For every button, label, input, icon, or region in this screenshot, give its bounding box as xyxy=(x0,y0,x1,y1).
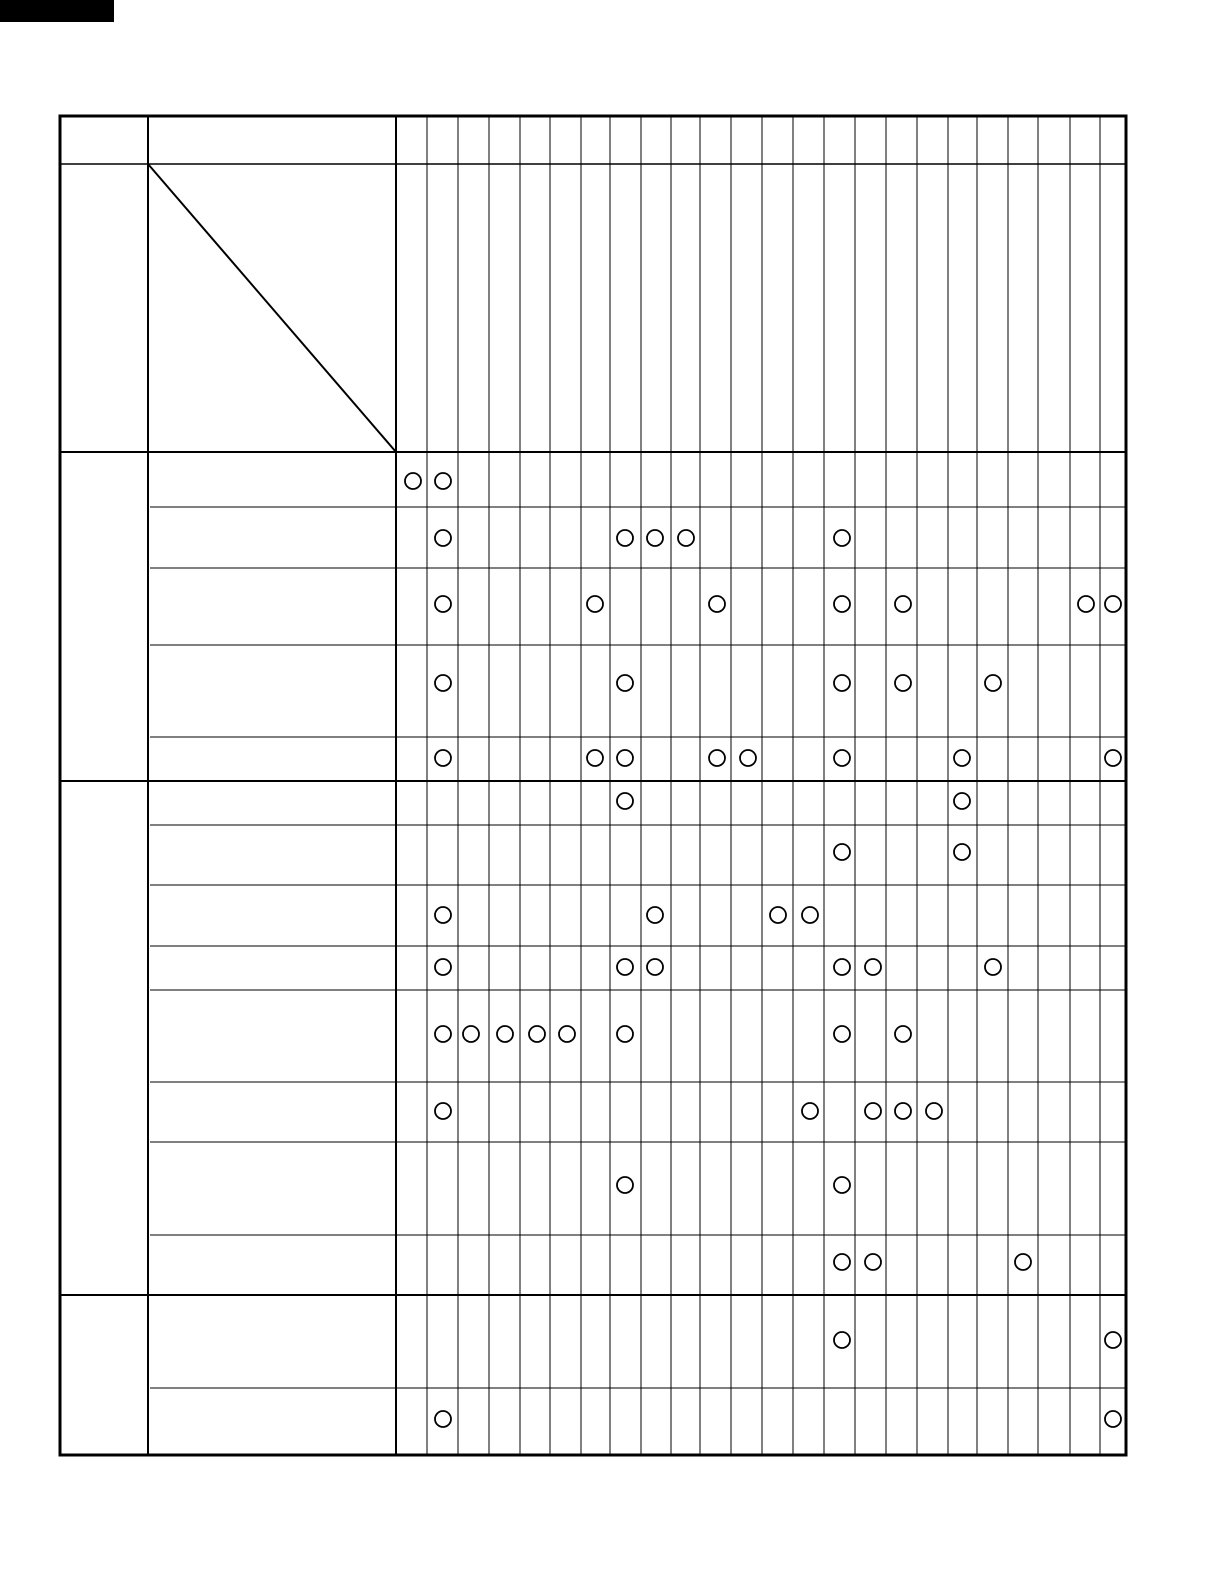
check-circle-mark xyxy=(802,907,818,923)
check-circle-mark xyxy=(895,1103,911,1119)
check-circle-mark xyxy=(647,959,663,975)
check-circle-mark xyxy=(985,959,1001,975)
check-circle-mark xyxy=(865,1254,881,1270)
check-circle-mark xyxy=(435,750,451,766)
check-circle-mark xyxy=(463,1026,479,1042)
check-circle-mark xyxy=(1105,596,1121,612)
check-circle-mark xyxy=(435,473,451,489)
check-circle-mark xyxy=(834,1026,850,1042)
check-circle-mark xyxy=(435,530,451,546)
check-circle-mark xyxy=(895,675,911,691)
check-circle-mark xyxy=(435,1103,451,1119)
check-circle-mark xyxy=(985,675,1001,691)
check-circle-mark xyxy=(1105,1332,1121,1348)
check-circle-mark xyxy=(617,1026,633,1042)
check-circle-mark xyxy=(895,596,911,612)
check-circle-mark xyxy=(834,750,850,766)
check-circle-mark xyxy=(1078,596,1094,612)
check-circle-mark xyxy=(954,750,970,766)
check-circle-mark xyxy=(617,793,633,809)
check-circle-mark xyxy=(895,1026,911,1042)
check-circle-mark xyxy=(529,1026,545,1042)
check-circle-mark xyxy=(435,907,451,923)
check-circle-mark xyxy=(865,959,881,975)
check-circle-mark xyxy=(834,1254,850,1270)
header-diagonal xyxy=(148,164,396,452)
check-circle-mark xyxy=(617,675,633,691)
check-circle-mark xyxy=(926,1103,942,1119)
check-circle-mark xyxy=(587,596,603,612)
check-circle-mark xyxy=(1105,750,1121,766)
check-circle-mark xyxy=(559,1026,575,1042)
check-circle-mark xyxy=(1105,1411,1121,1427)
check-circle-mark xyxy=(770,907,786,923)
check-circle-mark xyxy=(435,1411,451,1427)
check-circle-mark xyxy=(647,530,663,546)
check-circle-mark xyxy=(617,750,633,766)
check-circle-mark xyxy=(435,675,451,691)
check-circle-mark xyxy=(709,596,725,612)
table-frame xyxy=(60,116,1126,1455)
check-circle-mark xyxy=(617,530,633,546)
check-circle-mark xyxy=(834,596,850,612)
check-circle-mark xyxy=(834,959,850,975)
check-circle-mark xyxy=(954,793,970,809)
check-circle-mark xyxy=(834,1332,850,1348)
check-circle-mark xyxy=(954,844,970,860)
check-circle-mark xyxy=(1015,1254,1031,1270)
check-circle-mark xyxy=(678,530,694,546)
check-circle-mark xyxy=(865,1103,881,1119)
check-circle-mark xyxy=(802,1103,818,1119)
check-circle-mark xyxy=(740,750,756,766)
check-circle-mark xyxy=(435,1026,451,1042)
check-circle-mark xyxy=(834,530,850,546)
check-circle-mark xyxy=(617,1177,633,1193)
check-circle-mark xyxy=(834,1177,850,1193)
check-circle-mark xyxy=(405,473,421,489)
check-circle-mark xyxy=(617,959,633,975)
check-circle-mark xyxy=(435,959,451,975)
check-circle-mark xyxy=(435,596,451,612)
check-circle-mark xyxy=(647,907,663,923)
check-circle-mark xyxy=(709,750,725,766)
check-circle-mark xyxy=(497,1026,513,1042)
check-circle-mark xyxy=(834,844,850,860)
check-circle-mark xyxy=(834,675,850,691)
check-circle-mark xyxy=(587,750,603,766)
